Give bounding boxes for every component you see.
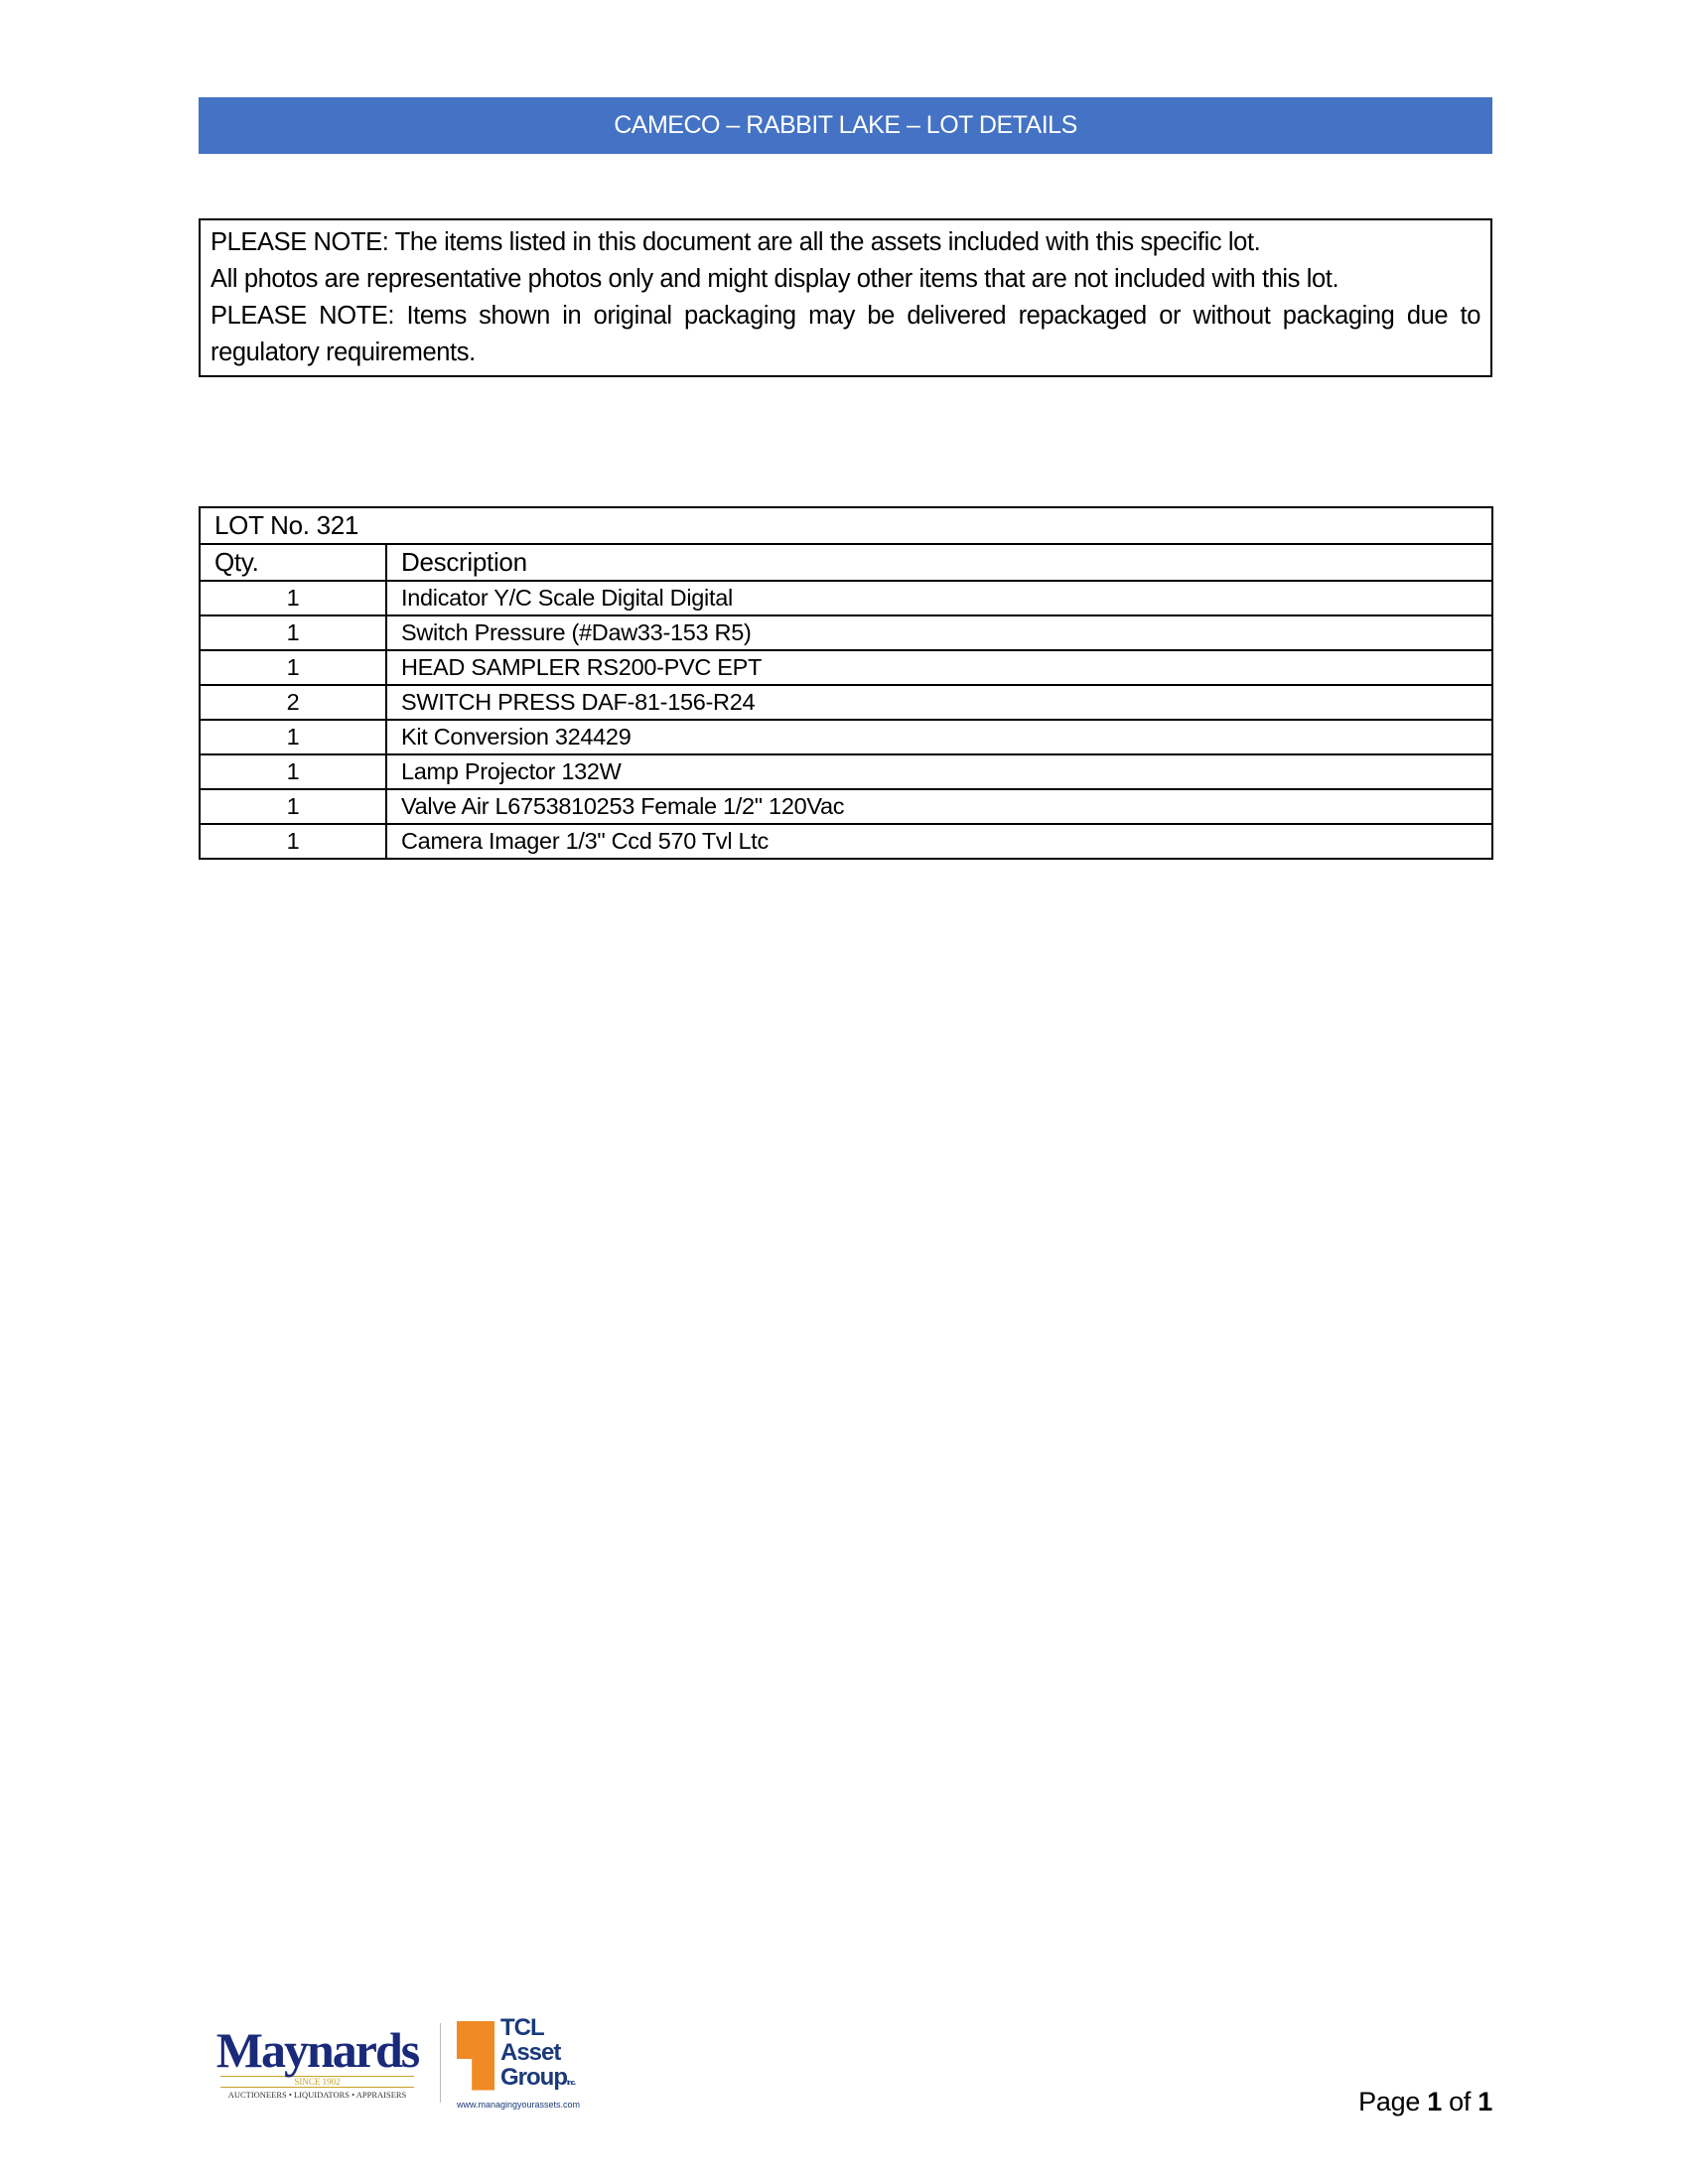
notice-box bbox=[199, 218, 1492, 377]
maynards-logo: Maynards SINCE 1902 AUCTIONEERS • LIQUIDATORS • APPRAISERS bbox=[215, 2021, 419, 2100]
description-cell: SWITCH PRESS DAF-81-156-R24 bbox=[386, 685, 1492, 720]
column-header-description: Description bbox=[386, 544, 1492, 581]
table-row bbox=[200, 685, 1492, 720]
description-cell: Indicator Y/C Scale Digital Digital bbox=[386, 581, 1492, 615]
lot-number: LOT No. 321 bbox=[200, 507, 1492, 544]
qty-cell: 1 bbox=[200, 615, 386, 650]
table-row bbox=[200, 615, 1492, 650]
qty-cell: 1 bbox=[200, 754, 386, 789]
table-row bbox=[200, 650, 1492, 685]
description-cell: Valve Air L6753810253 Female 1/2" 120Vac bbox=[386, 789, 1492, 824]
description-cell: Camera Imager 1/3" Ccd 570 Tvl Ltc bbox=[386, 824, 1492, 859]
qty-cell: 1 bbox=[200, 720, 386, 754]
notice-line-3: PLEASE NOTE: Items shown in original packaging may be delivered repackaged or without packaging due to regulatory requirements. bbox=[211, 302, 1480, 366]
qty-cell: 1 bbox=[200, 650, 386, 685]
qty-cell: 2 bbox=[200, 685, 386, 720]
table-row bbox=[200, 581, 1492, 615]
logo-divider bbox=[440, 2023, 441, 2103]
description-cell: Lamp Projector 132W bbox=[386, 754, 1492, 789]
page-number: Page 1 of 1 bbox=[1358, 2087, 1492, 2116]
footer-logos bbox=[211, 2015, 580, 2110]
title-banner bbox=[199, 97, 1492, 154]
table-row bbox=[200, 789, 1492, 824]
description-cell: Switch Pressure (#Daw33-153 R5) bbox=[386, 615, 1492, 650]
description-cell: Kit Conversion 324429 bbox=[386, 720, 1492, 754]
lot-table bbox=[199, 506, 1493, 860]
table-row bbox=[200, 720, 1492, 754]
column-header-qty: Qty. bbox=[200, 544, 386, 581]
qty-cell: 1 bbox=[200, 824, 386, 859]
table-row bbox=[200, 824, 1492, 859]
qty-cell: 1 bbox=[200, 581, 386, 615]
notice-line-1: PLEASE NOTE: The items listed in this document are all the assets included with this specific lot. bbox=[211, 228, 1261, 256]
notice-line-2: All photos are representative photos only and might display other items that are not included with this lot. bbox=[211, 265, 1339, 293]
qty-cell: 1 bbox=[200, 789, 386, 824]
table-row bbox=[200, 754, 1492, 789]
tcl-logo: TCL Asset GroupInc. www.managingyourassets.com bbox=[457, 2014, 581, 2110]
tcl-mark-icon bbox=[457, 2021, 494, 2091]
description-cell: HEAD SAMPLER RS200-PVC EPT bbox=[386, 650, 1492, 685]
page-title: CAMECO – RABBIT LAKE – LOT DETAILS bbox=[614, 111, 1077, 139]
